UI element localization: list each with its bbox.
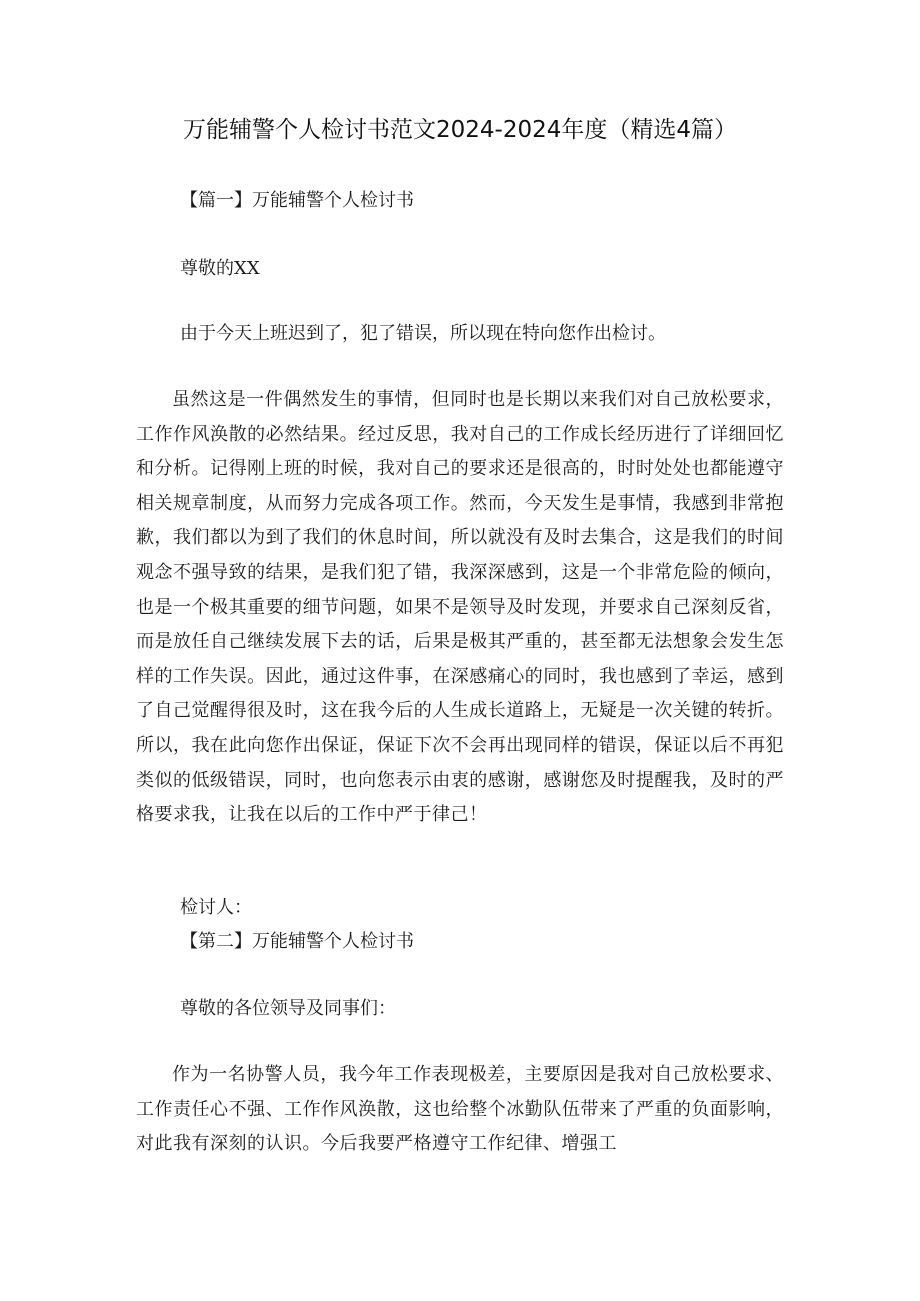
- section1-heading: 【篇一】万能辅警个人检讨书: [180, 190, 414, 211]
- section1-intro: 由于今天上班迟到了，犯了错误，所以现在特向您作出检讨。: [180, 323, 666, 344]
- section1-signature: 检讨人：: [180, 897, 252, 918]
- section1-body: 虽然这是一件偶然发生的事情，但同时也是长期以来我们对自己放松要求，工作作风涣散的必然结果。经过反思，我对自己的工作成长经历进行了详细回忆和分析。记得刚上班的时候，我对自己的要求还是很高的，时时处处也都能遵守相关规章制度，从而努力完成各项工作。然而，今天发生是事情，我感到非常抱歉，我们都以为到了我们的休息时间，所以就没有及时去集合，这是我们的时间观念不强导致的结果，是我们犯了错，我深深感到，这是一个非常危险的倾向，也是一个极其重要的细节问题，如果不是领导及时发现，并要求自己深刻反省，而是放任自己继续发展下去的话，后果是极其严重的，甚至都无法想象会发生怎样的工作失误。因此，通过这件事，在深感痛心的同时，我也感到了幸运，感到了自己觉醒得很及时，这在我今后的人生成长道路上，无疑是一次关键的转折。所以，我在此向您作出保证，保证下次不会再出现同样的错误，保证以后不再犯类似的低级错误，同时，也向您表示由衷的感谢，感谢您及时提醒我，及时的严格要求我，让我在以后的工作中严于律己！: [136, 389, 784, 826]
- section2-heading: 【第二】万能辅警个人检讨书: [180, 931, 414, 952]
- section2-body: 作为一名协警人员，我今年工作表现极差，主要原因是我对自己放松要求、工作责任心不强、工作作风涣散，这也给整个冰勤队伍带来了严重的负面影响，对此我有深刻的认识。今后我要严格遵守工作纪律、增强工: [136, 1064, 784, 1155]
- section1-salutation: 尊敬的XX: [180, 258, 260, 279]
- document-title: 万能辅警个人检讨书范文2024-2024年度（精选4篇）: [183, 117, 737, 143]
- section2-salutation: 尊敬的各位领导及同事们：: [180, 998, 396, 1019]
